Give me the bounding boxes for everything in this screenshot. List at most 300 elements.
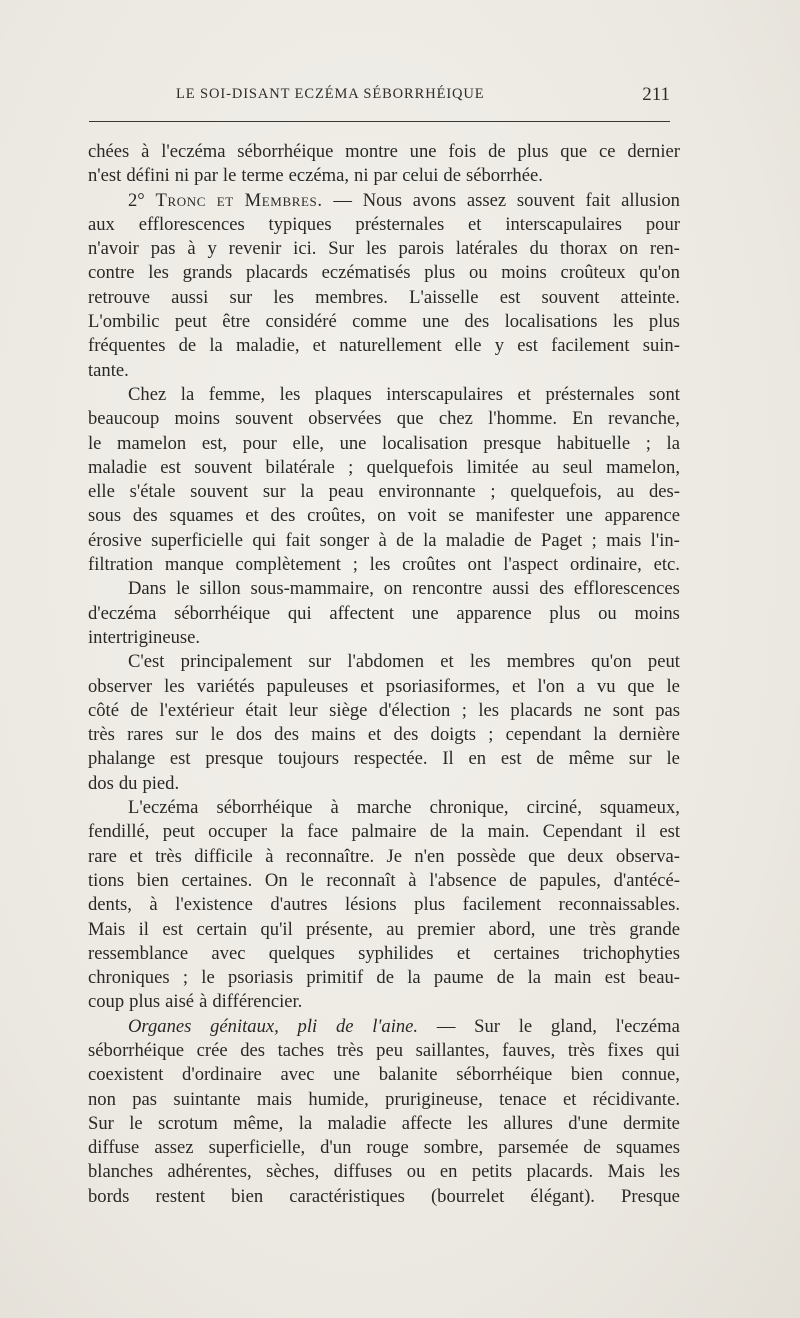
text-line (88, 261, 680, 285)
word: presque (483, 432, 542, 454)
word: dermite (623, 1112, 680, 1134)
word: Je (386, 845, 402, 867)
word: l'in- (650, 529, 680, 551)
word: Chez (128, 383, 167, 405)
word: d'autres (270, 894, 328, 916)
word: une (565, 505, 593, 527)
word: Tronc (155, 189, 206, 211)
word: papules, (539, 869, 601, 891)
word: la (298, 1112, 313, 1134)
word: que (560, 141, 588, 162)
text-line (88, 237, 680, 261)
word: circiné, (526, 797, 582, 819)
word: et (456, 942, 471, 964)
word: aisé (165, 991, 195, 1013)
word: phalange (88, 748, 156, 770)
word: maladie (327, 1112, 387, 1134)
text-line (88, 869, 680, 893)
text-line (88, 845, 680, 869)
word: variétés (196, 675, 255, 697)
word: sont (612, 699, 644, 721)
word: sur (628, 748, 652, 770)
word: se (448, 505, 464, 527)
word: fauves, (502, 1039, 556, 1061)
word: lésions (344, 894, 397, 916)
word: coexistent (88, 1064, 164, 1086)
word: qui (656, 1039, 680, 1061)
word: a (576, 675, 585, 697)
word: On (264, 869, 288, 891)
word: scrotum (157, 1112, 218, 1134)
word: peut (162, 821, 195, 843)
word: Mais (607, 1161, 645, 1183)
word: s'étale (129, 481, 176, 503)
word: intertrigineuse. (88, 626, 201, 648)
word: reconnaissables. (558, 894, 680, 916)
word: sillon (199, 578, 241, 600)
word: montre (345, 141, 398, 162)
word: psoriasiformes, (385, 675, 500, 697)
word: ressemblance (88, 942, 189, 964)
word: adhérentes, (167, 1161, 252, 1183)
word: l'aine. (372, 1015, 419, 1037)
word: l'existence (175, 894, 253, 916)
word: Organes (128, 1015, 192, 1037)
word: l'extérieur (159, 699, 234, 721)
word: bien (231, 1185, 264, 1207)
word: on (619, 238, 639, 260)
word: L'aisselle (409, 286, 479, 308)
word: saillantes, (415, 1039, 490, 1061)
word: occuper (208, 821, 268, 843)
word: avec (280, 1064, 315, 1086)
word: retrouve (88, 286, 150, 308)
word: souvent (190, 481, 248, 503)
word: membres (506, 651, 575, 673)
word: les (279, 383, 301, 405)
text-line (88, 383, 680, 407)
body-text (88, 140, 680, 1209)
text-line (88, 480, 680, 504)
word: à (149, 894, 158, 916)
word: mains (311, 724, 356, 746)
word: le (666, 675, 680, 697)
word: sous-mammaire, (250, 578, 374, 600)
word: marche (356, 797, 412, 819)
word: blanches (88, 1161, 154, 1183)
word: croûteux (560, 262, 626, 284)
word: tenace (499, 1088, 547, 1110)
word: filtration (88, 554, 154, 576)
word: efflorescences (573, 578, 680, 600)
word: et (360, 675, 374, 697)
word: petits (471, 1161, 513, 1183)
word: squames (169, 505, 234, 527)
word: mais (256, 1088, 293, 1110)
word: Membres. (244, 189, 323, 211)
word: moins (174, 408, 220, 430)
word: eczéma, (288, 165, 350, 187)
word: aussi (492, 578, 530, 600)
word: d'antécé- (613, 869, 680, 891)
word: voit (407, 505, 437, 527)
word: d'ordinaire (182, 1064, 262, 1086)
word: les (148, 262, 169, 284)
text-line (88, 164, 680, 188)
word: ; (490, 481, 496, 503)
word: abord, (488, 918, 536, 940)
word: une (339, 432, 367, 454)
word: rencontre (412, 578, 483, 600)
text-line (88, 723, 680, 747)
page-header (176, 86, 670, 112)
word: à (199, 991, 208, 1013)
word: la (300, 481, 314, 503)
word: chez (438, 408, 473, 430)
word: de (496, 967, 515, 989)
text-line (88, 966, 680, 990)
word: différencier. (212, 991, 303, 1013)
text-line (88, 990, 680, 1014)
word: bien (570, 1064, 603, 1086)
word: plus (517, 141, 549, 162)
word: et (312, 335, 327, 357)
word: maladie (88, 456, 147, 478)
word: restent (155, 1185, 205, 1207)
text-line (88, 577, 680, 601)
word: de (509, 869, 527, 891)
word: l'absence (429, 869, 497, 891)
word: observées (308, 408, 382, 430)
word: papuleuses (266, 675, 349, 697)
word: au (616, 481, 635, 503)
word: de (429, 821, 448, 843)
word: vu (596, 675, 616, 697)
word: et (468, 213, 482, 235)
word: le (201, 967, 215, 989)
word: est (517, 335, 538, 357)
word: les (612, 311, 634, 333)
word: ici. (293, 238, 317, 260)
word: femme, (208, 383, 266, 405)
word: une (409, 141, 437, 162)
word: des- (648, 481, 680, 503)
word: moins (501, 262, 547, 284)
text-line (88, 1039, 680, 1063)
word: moins (634, 602, 680, 624)
word: qui (287, 602, 312, 624)
word: et (440, 651, 454, 673)
word: considéré (265, 311, 337, 333)
word: une (422, 311, 450, 333)
word: balanite (378, 1064, 438, 1086)
word: typiques (268, 213, 332, 235)
word: plus (129, 991, 161, 1013)
word: fois (448, 141, 477, 162)
word: manifester (475, 505, 555, 527)
text-line (88, 189, 680, 213)
word: Sur (88, 1112, 114, 1134)
word: sont (648, 383, 680, 405)
text-line (88, 1088, 680, 1112)
word: avec (211, 942, 246, 964)
word: est (499, 286, 521, 308)
word: Mais (88, 918, 126, 940)
word: chroniques (88, 967, 170, 989)
word: la (209, 335, 223, 357)
word: de (536, 748, 554, 770)
word: tions (88, 869, 125, 891)
word: d'un (320, 1137, 352, 1159)
word: ; (182, 967, 189, 989)
word: que (396, 408, 424, 430)
word: sous (88, 505, 122, 527)
word: grands (182, 262, 233, 284)
word: une (333, 1064, 361, 1086)
word: croûtes, (307, 505, 366, 527)
word: fendillé, (88, 821, 150, 843)
word: sur (308, 651, 332, 673)
word: sur (175, 724, 199, 746)
word: l'aspect (503, 554, 559, 576)
word: mais (606, 529, 642, 551)
word: chées (88, 141, 130, 162)
text-line (88, 140, 680, 164)
word: avons (412, 189, 457, 211)
word: mamelon (117, 432, 187, 454)
word: chronique, (429, 797, 509, 819)
word: plus (648, 311, 680, 333)
word: facilement (551, 335, 630, 357)
word: qu'il (260, 918, 293, 940)
word: est (162, 918, 184, 940)
text-line (88, 1112, 680, 1136)
word: reconnaît (326, 869, 396, 891)
word: fréquentes (88, 335, 166, 357)
text-line (88, 893, 680, 917)
text-line (88, 1015, 680, 1039)
word: ou (598, 602, 617, 624)
word: pied. (142, 772, 180, 794)
word: maladie, (235, 335, 300, 357)
word: placards (510, 699, 573, 721)
word: parsemée (498, 1137, 569, 1159)
word: y (207, 238, 217, 260)
word: séborrhéique (88, 1039, 185, 1061)
word: sur (262, 481, 286, 503)
word: ordinaire, (570, 554, 642, 576)
word: que (627, 675, 655, 697)
word: au (531, 456, 550, 478)
word: et (511, 675, 526, 697)
word: caractéristiques (289, 1185, 405, 1207)
word: peau (328, 481, 364, 503)
word: la (180, 383, 195, 405)
word: connue, (621, 1064, 680, 1086)
word: L'ombilic (88, 311, 160, 333)
word: et (517, 383, 531, 405)
word: de (376, 967, 394, 989)
word: est (500, 748, 522, 770)
word: est (604, 967, 626, 989)
word: Sur (328, 238, 355, 260)
word: superficielle (151, 529, 243, 551)
word: les (164, 675, 185, 697)
word: ni (174, 165, 190, 187)
word: des (274, 724, 299, 746)
text-line (88, 820, 680, 844)
word: et (245, 505, 259, 527)
word: beau- (638, 967, 680, 989)
word: assez (154, 1137, 194, 1159)
word: doigts (430, 724, 477, 746)
word: atteinte. (620, 286, 680, 308)
word: les (478, 699, 499, 721)
text-line (88, 1136, 680, 1160)
word: bilatérale (265, 456, 335, 478)
word: main (554, 967, 592, 989)
word: interscapulaires (505, 213, 622, 235)
word: rouge (366, 1137, 409, 1159)
word: palmaire (351, 821, 417, 843)
word: presque (205, 748, 264, 770)
word: n'en (414, 845, 445, 867)
word: observa- (615, 845, 680, 867)
word: placards (245, 262, 308, 284)
word: au (386, 918, 404, 940)
word: squames (615, 1137, 680, 1159)
word: facilement (462, 894, 542, 916)
word: par (373, 165, 398, 187)
word: manque (164, 554, 224, 576)
word: récidivante. (592, 1088, 680, 1110)
word: plus (549, 602, 581, 624)
word: etc. (653, 554, 680, 576)
word: défini (126, 165, 170, 187)
word: souvent (194, 456, 253, 478)
word: naturellement (339, 335, 442, 357)
text-line (88, 650, 680, 674)
word: est (659, 821, 680, 843)
word: de (396, 529, 414, 551)
word: elle (88, 481, 115, 503)
word: Il (442, 748, 454, 770)
word: L'eczéma (128, 797, 199, 819)
word: qu'on (639, 262, 680, 284)
word: des (240, 1039, 265, 1061)
text-line (88, 942, 680, 966)
word: présente, (306, 918, 373, 940)
word: par (194, 165, 218, 187)
word: peu (376, 1039, 404, 1061)
word: sèches, (266, 1161, 320, 1183)
word: séborrhéique (456, 1064, 553, 1086)
word: être (222, 311, 251, 333)
text-line (88, 310, 680, 334)
word: 2° (128, 189, 145, 211)
word: y (494, 335, 505, 357)
word: latérales (455, 238, 518, 260)
word: affectent (329, 602, 395, 624)
word: à (265, 845, 274, 867)
word: en (439, 1161, 458, 1183)
word: seul (562, 456, 593, 478)
word: thorax (560, 238, 608, 260)
word: certaines. (181, 869, 253, 891)
word: les (365, 238, 387, 260)
word: à (187, 238, 196, 260)
word: apparence (456, 602, 532, 624)
word: et (129, 845, 143, 867)
word: génitaux, (210, 1015, 279, 1037)
word: ni (354, 165, 369, 187)
word: placards. (526, 1161, 594, 1183)
word: paume (433, 967, 484, 989)
word: plus (414, 894, 446, 916)
word: quelquefois (366, 456, 454, 478)
text-line (88, 407, 680, 431)
word: limitée (466, 456, 519, 478)
word: même, (233, 1112, 284, 1134)
word: terme (241, 165, 284, 187)
word: est (160, 456, 181, 478)
word: siège (329, 699, 368, 721)
word: maladie (445, 529, 505, 551)
word: à (378, 529, 387, 551)
word: présternales (545, 383, 635, 405)
word: le (518, 1015, 533, 1037)
word: ce (598, 141, 616, 162)
text-line (88, 553, 680, 577)
word: C'est (128, 651, 165, 673)
word: Paget (540, 529, 583, 551)
word: souvent (235, 408, 293, 430)
word: taches (277, 1039, 325, 1061)
word: pas (150, 238, 176, 260)
word: environnante (378, 481, 476, 503)
word: difficile (194, 845, 253, 867)
word: revenir (228, 238, 282, 260)
word: toujours (278, 748, 339, 770)
word: très (336, 1039, 364, 1061)
page-number: 211 (642, 84, 670, 105)
word: la (527, 967, 541, 989)
word: est (169, 748, 191, 770)
word: bien (136, 869, 169, 891)
word: fait (585, 189, 611, 211)
word: reconnaître. (285, 845, 375, 867)
running-title: LE SOI-DISANT ECZÉMA SÉBORRHÉIQUE (176, 86, 485, 102)
word: et (562, 1088, 577, 1110)
word: ; (461, 699, 467, 721)
word: les (469, 651, 491, 673)
word: pour (645, 213, 680, 235)
word: ; (488, 724, 494, 746)
word: Presque (621, 1185, 680, 1207)
text-line (88, 626, 680, 650)
word: beaucoup (88, 408, 160, 430)
word: principalement (180, 651, 293, 673)
text-line (88, 772, 680, 796)
word: cependant (505, 724, 582, 746)
word: fait (285, 529, 311, 551)
word: observer (88, 675, 153, 697)
word: — (333, 189, 352, 211)
word: de (178, 335, 197, 357)
word: les (659, 1161, 680, 1183)
word: les (467, 1112, 488, 1134)
text-line (88, 213, 680, 237)
